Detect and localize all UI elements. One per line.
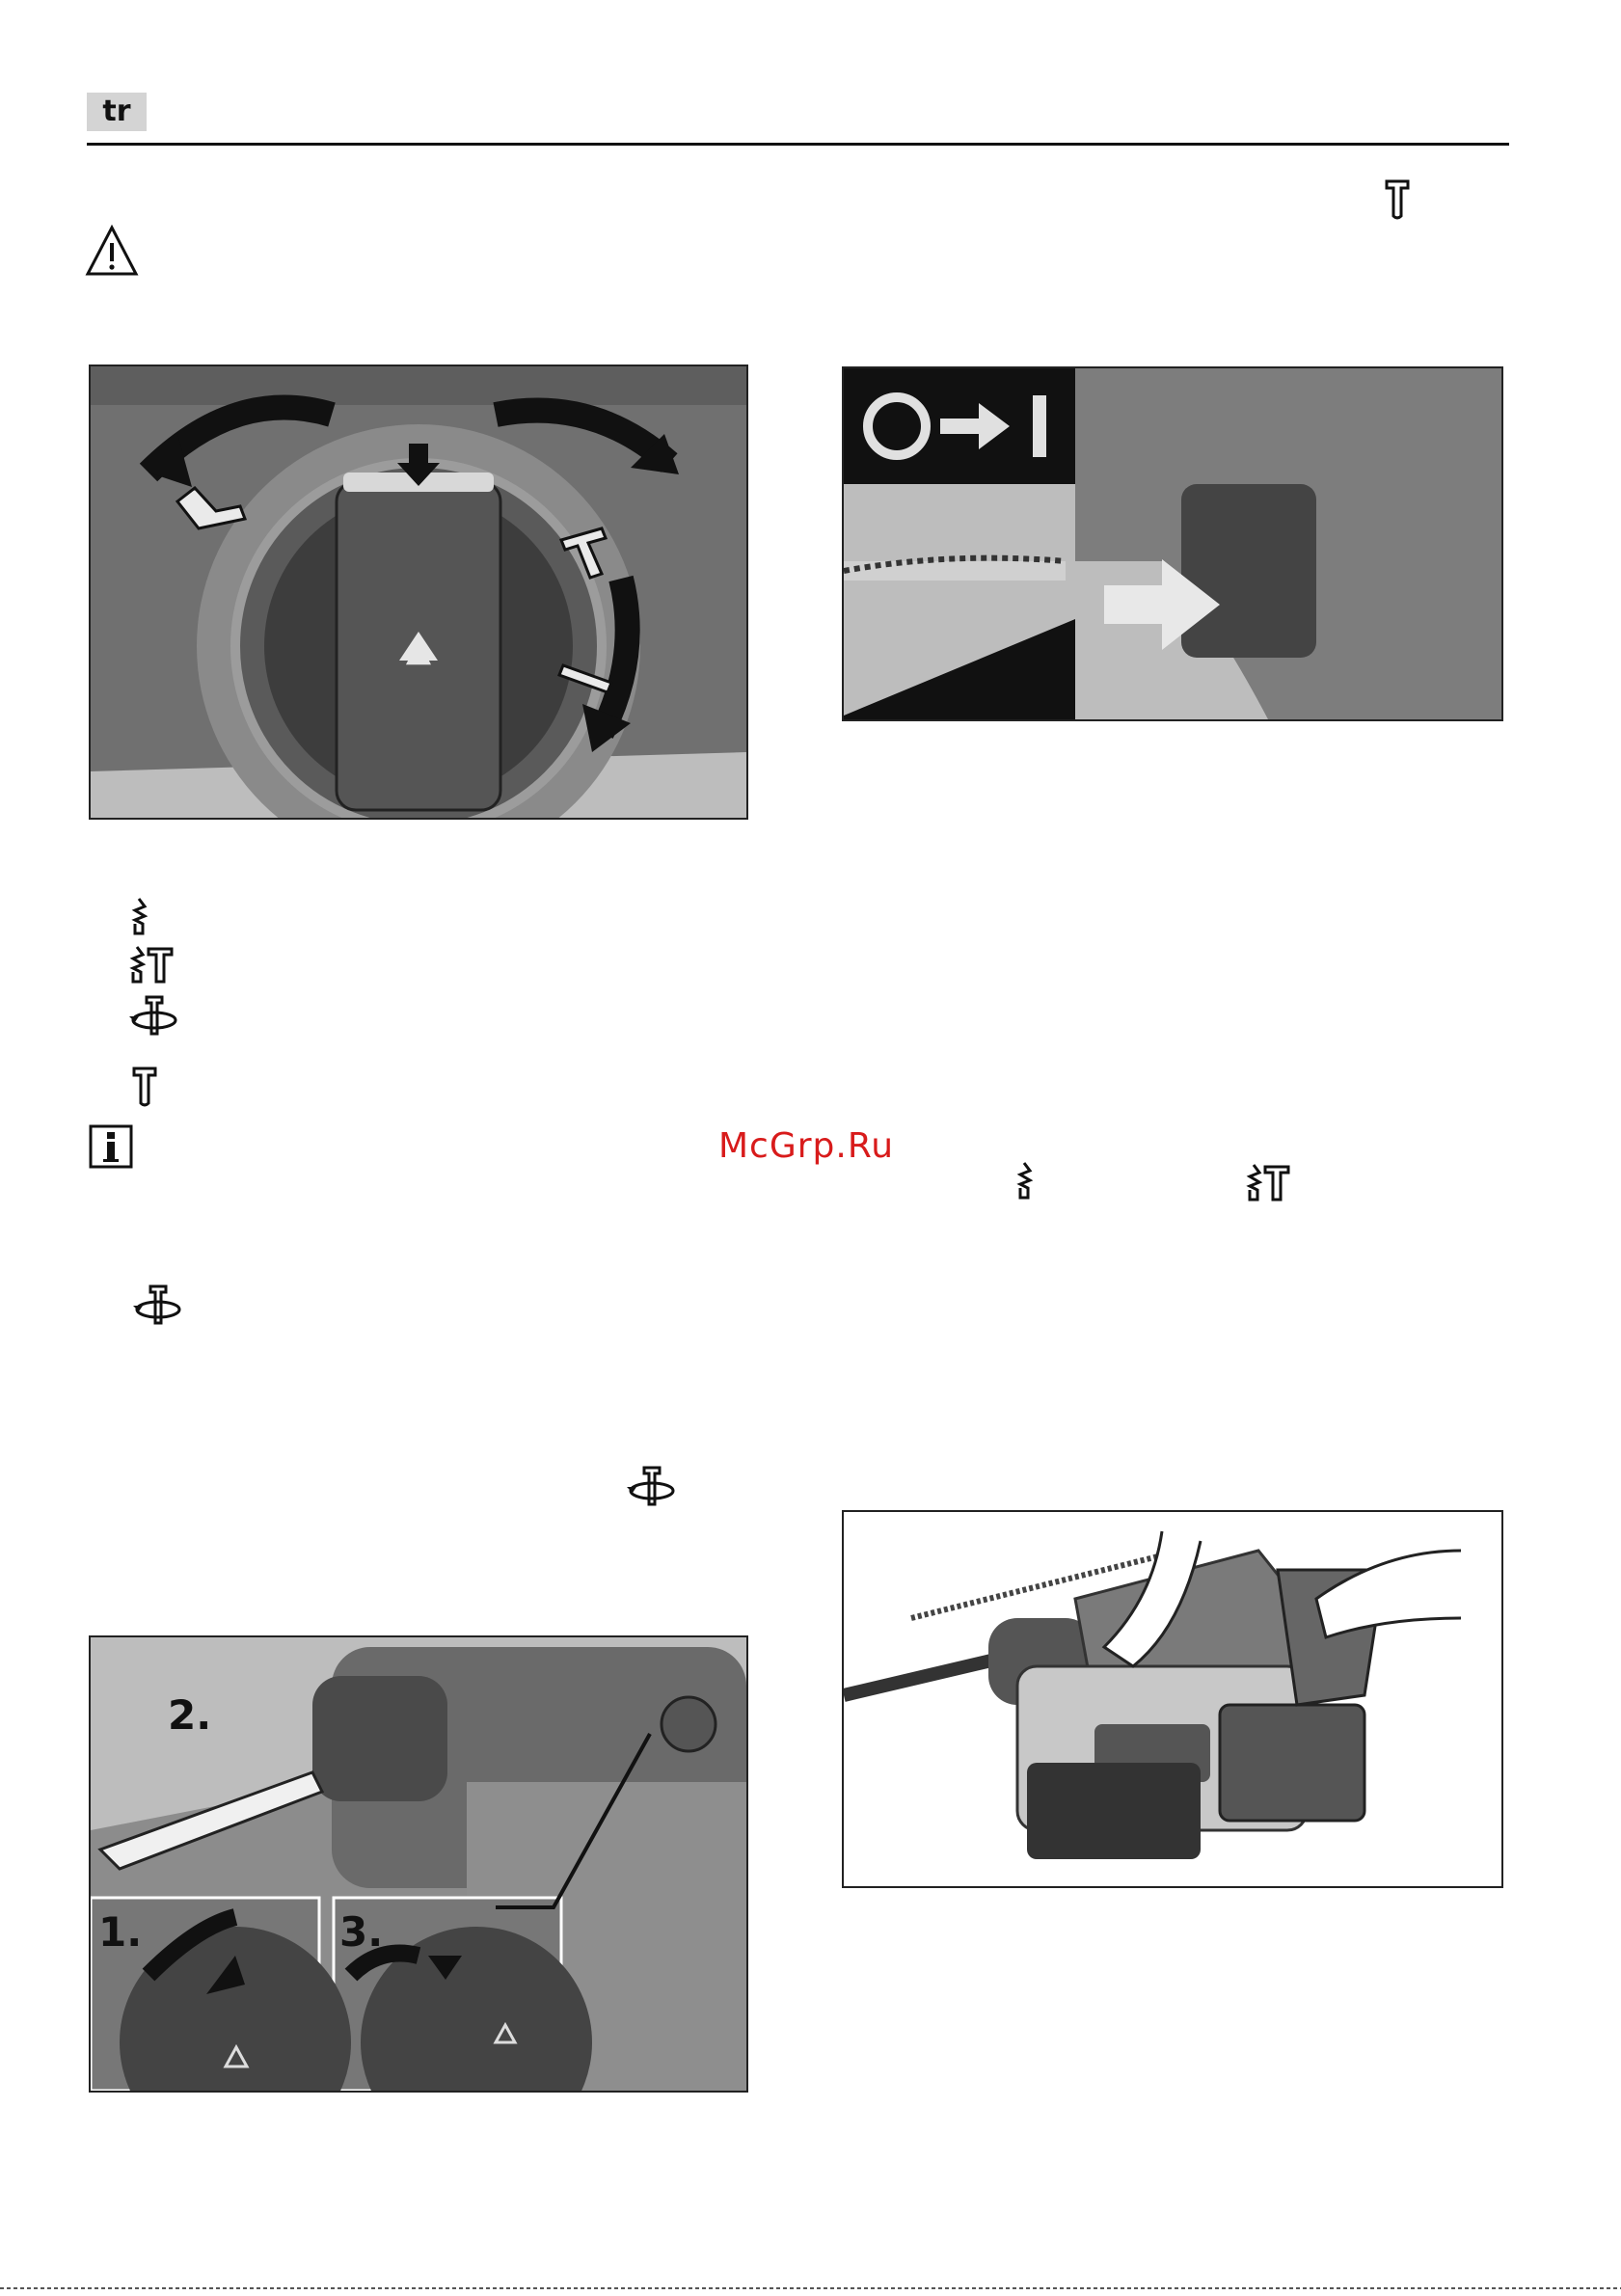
language-tab: tr xyxy=(87,93,147,131)
mode-selector-figure xyxy=(89,365,748,820)
vario-lock-icon-2 xyxy=(131,1284,185,1327)
header-rule xyxy=(87,143,1509,146)
step-1-label: 1. xyxy=(98,1908,143,1956)
step-2-label: 2. xyxy=(168,1691,212,1739)
hammer-drilling-mode-icon xyxy=(127,945,176,987)
drilling-mode-icon xyxy=(127,897,162,939)
step-3-label: 3. xyxy=(339,1908,384,1956)
switch-figure xyxy=(842,366,1503,721)
vario-lock-icon-3 xyxy=(625,1466,679,1508)
switch-label: O→I xyxy=(897,508,899,509)
chisel-steps-figure xyxy=(89,1635,748,2093)
info-icon xyxy=(89,1124,133,1169)
bottom-rule xyxy=(0,2287,1621,2289)
hammer-drilling-mode-icon-inline xyxy=(1244,1163,1292,1205)
drilling-mode-icon-inline xyxy=(1013,1161,1047,1203)
holding-tool-figure xyxy=(842,1510,1503,1888)
vario-lock-icon xyxy=(127,995,181,1038)
chiseling-mode-icon-list xyxy=(131,1067,166,1109)
watermark: McGrp.Ru xyxy=(718,1126,895,1166)
dial-arrow-sign: ▲ xyxy=(405,631,432,669)
chiseling-mode-icon xyxy=(1384,179,1418,222)
warning-triangle-icon xyxy=(85,224,139,278)
